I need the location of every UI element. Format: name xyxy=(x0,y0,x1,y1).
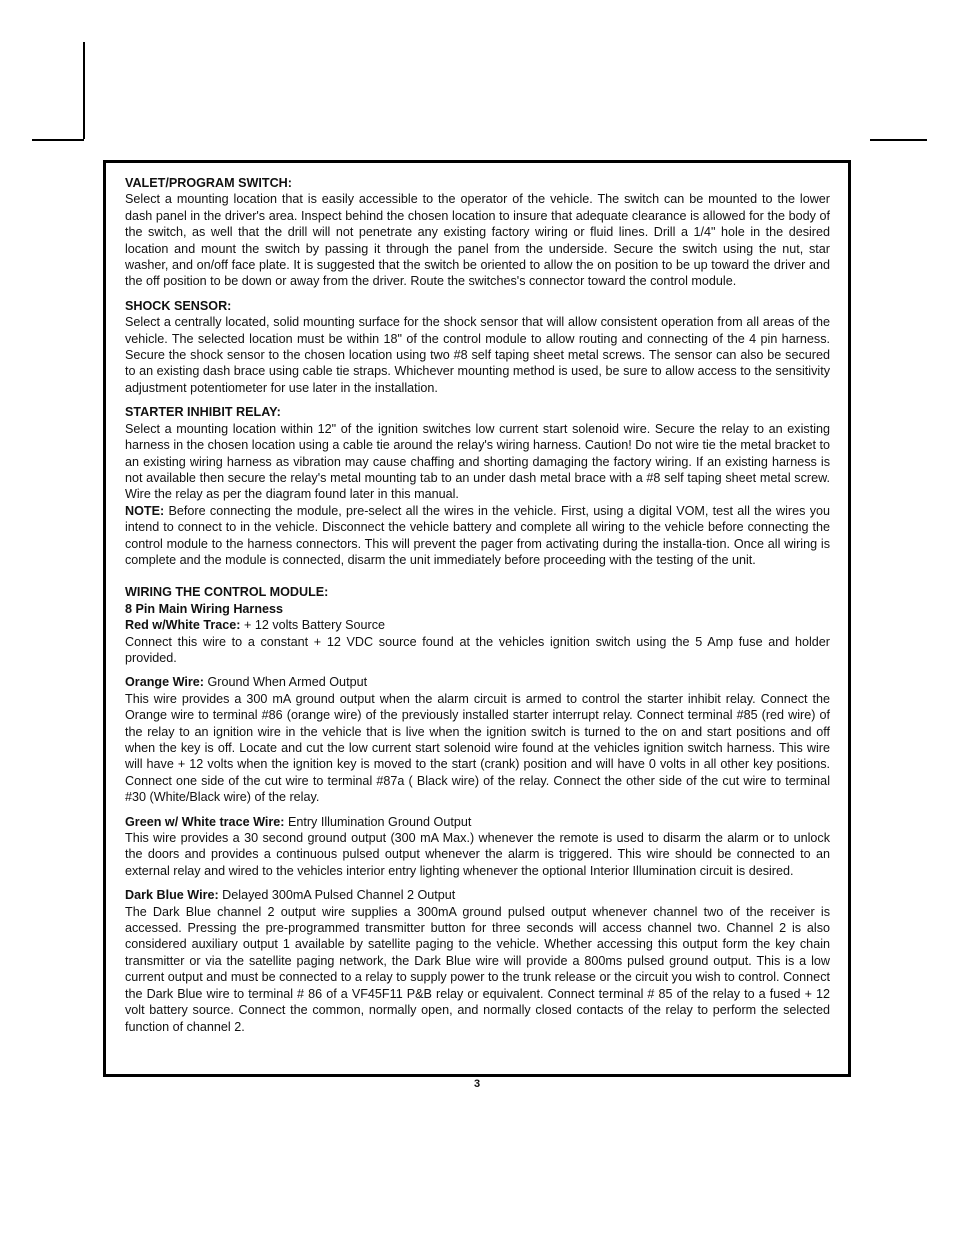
section-green-wire xyxy=(125,814,830,880)
green-wire-title xyxy=(125,814,830,830)
orange-wire-desc: Ground When Armed Output xyxy=(203,675,368,690)
blue-wire-desc: Delayed 300mA Pulsed Channel 2 Output xyxy=(218,888,456,903)
heading-shock-sensor: SHOCK SENSOR: xyxy=(125,298,232,313)
body-valet-switch: Select a mounting location that is easily accessible to the operator of the vehicle. The switch can be mounted to the lower dash panel in the driver's area. Inspect behind the chosen location to insure that adequate clearance is allowed for the body of the switch, as well that the drill will not penetrate any existing factory wiring or fluid lines. Drill a 1/4" hole in the desired location and mount the switch by passing it through the panel from the underside. Secure the switch using the nut, star washer, and on/off face plate. It is suggested that the switch be oriented to allow the on position to be up toward the driver and the off position to be down or away from the driver. Route the switches's connector toward the control module. xyxy=(125,192,830,289)
heading-valet-switch: VALET/PROGRAM SWITCH: xyxy=(125,176,292,190)
note-paragraph xyxy=(125,503,830,569)
section-blue-wire xyxy=(125,887,830,1035)
note-label: NOTE: xyxy=(125,503,165,518)
section-valet-switch xyxy=(125,175,830,290)
note-body: Before connecting the module, pre-select all the wires in the vehicle. First, using a digital VOM, test all the wires you intend to connect to in the vehicle. Disconnect the vehicle battery and complete all wiring to the vehicle before connecting the control module to the harness connectors. This will prevent the pager from activating during the installa-tion. Once all wiring is complete and the module is connected, disarm the unit immediately before proceeding with the testing of the unit. xyxy=(125,503,830,567)
orange-wire-title xyxy=(125,674,830,690)
green-wire-desc: Entry Illumination Ground Output xyxy=(284,814,472,829)
section-wiring-module xyxy=(125,584,830,666)
crop-mark-left xyxy=(32,139,84,141)
orange-wire-body: This wire provides a 300 mA ground output when the alarm circuit is armed to control the starter inhibit relay. Connect the Orange wire to terminal #86 (orange wire) of the previously installed starter interrupt relay. Connect terminal #85 (red wire) of the relay to an ignition wire in the vehicle that is live when the ignition switch is turned to the on and start positions and off when the key is off. Locate and cut the low current start solenoid wire found at the vehicles ignition switch harness. This wire will have + 12 volts when the ignition key is moved to the start (crank) position and will have 0 volts in all other key positions. Connect one side of the cut wire to terminal #87a ( Black wire) of the relay. Connect the other side of the cut wire to terminal #30 (White/Black wire) of the relay. xyxy=(125,691,830,805)
heading-wiring-module: WIRING THE CONTROL MODULE: xyxy=(125,585,329,600)
crop-mark-right xyxy=(870,139,927,141)
red-wire-body: Connect this wire to a constant + 12 VDC source found at the vehicles ignition switch using the 5 Amp fuse and holder provided. xyxy=(125,634,830,665)
red-wire-desc: + 12 volts Battery Source xyxy=(240,618,386,633)
crop-mark-vertical xyxy=(83,42,85,139)
page-frame xyxy=(103,160,851,1077)
section-starter-relay xyxy=(125,404,830,568)
page-content xyxy=(125,175,830,1043)
green-wire-label: Green w/ White trace Wire: xyxy=(125,814,285,829)
body-starter-relay: Select a mounting location within 12" of the ignition switches low current start solenoid wire. Secure the relay to an existing harness in the chosen location using a cable tie around the relay's wiring harness. Caution! Do not wire tie the metal bracket to an existing wiring harness as vibration may cause chaffing and shorting damaging the factory wiring. If an existing harness is not available then secure the relay's metal mounting tab to an under dash metal brace with a #8 self taping sheet metal screw. Wire the relay as per the diagram found later in this manual. xyxy=(125,421,830,502)
heading-starter-relay: STARTER INHIBIT RELAY: xyxy=(125,405,281,420)
body-shock-sensor: Select a centrally located, solid mounting surface for the shock sensor that will allow consistent operation from all areas of the vehicle. The selected location must be within 18" of the control module to allow routing and connecting of the 4 pin harness. Secure the shock sensor to the chosen location using two #8 self taping sheet metal screws. The sensor can also be secured to an existing dash brace using cable tie straps. Whichever mounting method is used, be sure to allow access to the sensitivity adjustment potentiometer for use later in the installation. xyxy=(125,315,830,395)
page-number: 3 xyxy=(473,1078,481,1090)
blue-wire-body: The Dark Blue channel 2 output wire supplies a 300mA ground pulsed output whenever channel two of the receiver is accessed. Pressing the pre-programmed transmitter button for three seconds will access channel two. Channel 2 is also considered auxiliary output 1 available by satellite paging to the vehicle. Whether accessing this output form the key chain transmitter or via the satellite paging network, the Dark Blue wire will provide a 800ms pulsed ground output. This is a low current output and must be connected to a relay to supply power to the trunk release or the circuit you wish to control. Connect the Dark Blue wire to terminal # 86 of a VF45F11 P&B relay or equivalent. Connect terminal # 85 of the relay to a fused + 12 volt battery source. Connect the common, normally open, and normally closed contacts of the relay to perform the selected function of channel 2. xyxy=(125,904,830,1034)
blue-wire-label: Dark Blue Wire: xyxy=(125,888,219,903)
blue-wire-title xyxy=(125,887,830,903)
subheading-main-harness: 8 Pin Main Wiring Harness xyxy=(125,601,284,616)
section-shock-sensor xyxy=(125,298,830,396)
red-wire-label: Red w/White Trace: xyxy=(125,618,241,633)
section-orange-wire xyxy=(125,674,830,805)
orange-wire-label: Orange Wire: xyxy=(125,675,204,690)
green-wire-body: This wire provides a 30 second ground output (300 mA Max.) whenever the remote is used to disarm the alarm or to unlock the doors and provides a continuous pulsed output whenever the alarm is triggered. This wire should be connected to an external relay and wired to the vehicles interior entry lighting whenever the optional Interior Illumination circuit is desired. xyxy=(125,831,830,878)
red-wire-title xyxy=(125,617,830,633)
